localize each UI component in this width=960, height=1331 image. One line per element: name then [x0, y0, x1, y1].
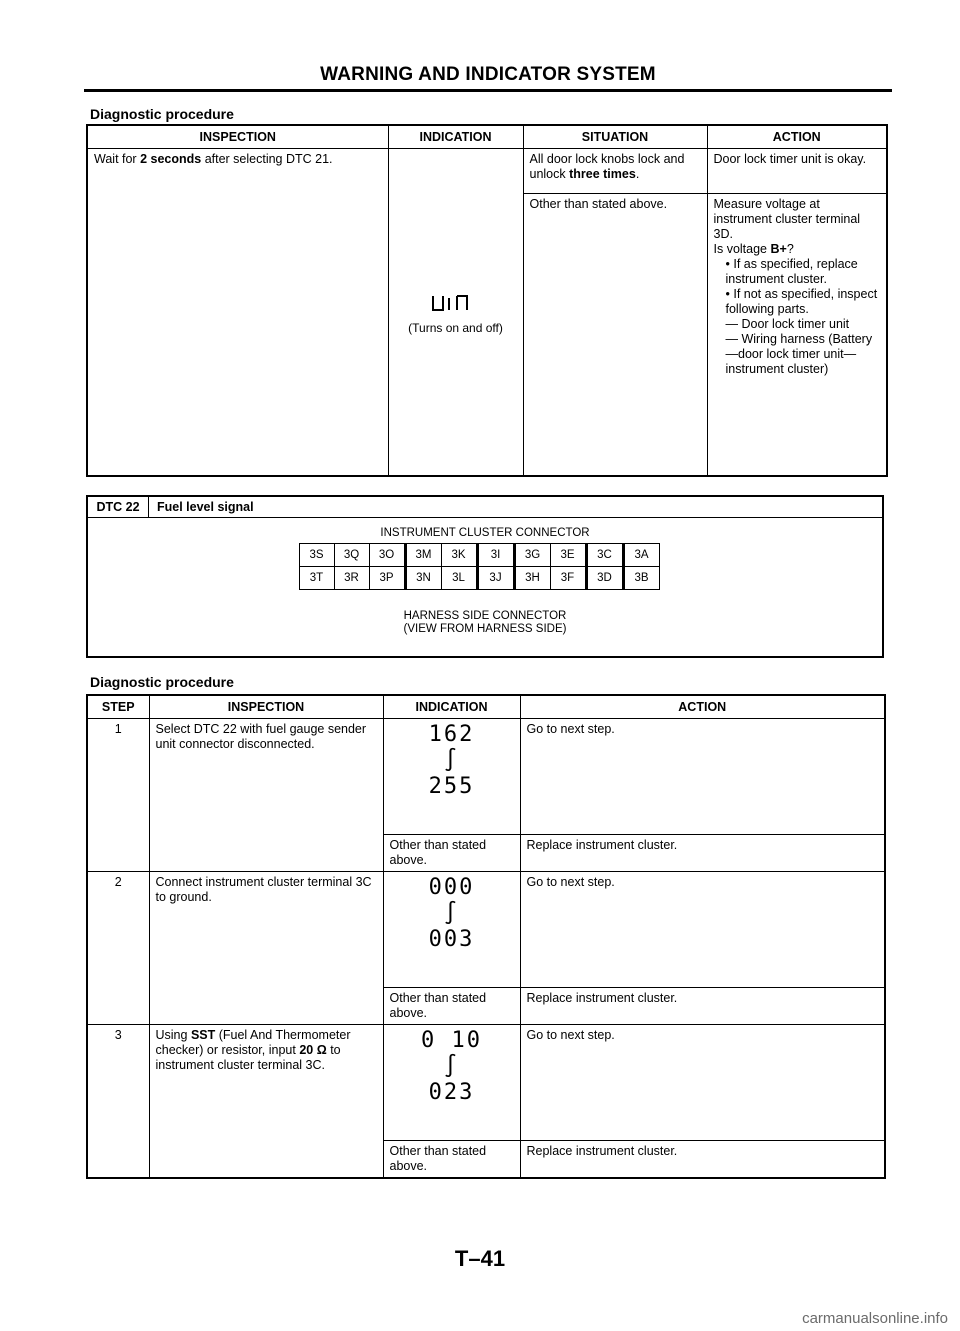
lcd-bottom: 023: [428, 1080, 475, 1105]
dtc-code: DTC 22: [88, 497, 149, 517]
step-indication: [383, 1025, 520, 1141]
action1-cell: Door lock timer unit is okay.: [707, 149, 887, 194]
inspection-cell: Wait for 2 seconds after selecting DTC 21.: [87, 149, 388, 477]
connector-caption: HARNESS SIDE CONNECTOR: [403, 610, 567, 622]
col-inspection: INSPECTION: [149, 695, 383, 719]
situation1-cell: All door lock knobs lock and unlock three times.: [523, 149, 707, 194]
pin: 3P: [369, 567, 405, 590]
pin: 3K: [441, 544, 477, 567]
situation2-cell: Other than stated above.: [523, 194, 707, 477]
pin: 3G: [514, 544, 550, 567]
lcd-bottom: 003: [428, 927, 475, 952]
pin: 3A: [623, 544, 659, 567]
step-action-ng: Replace instrument cluster.: [520, 988, 885, 1025]
pin: 3H: [514, 567, 550, 590]
step-number: 2: [87, 872, 149, 1025]
step-number: 1: [87, 719, 149, 872]
lcd-range: ∫: [443, 901, 460, 926]
lcd-top: 000: [428, 875, 475, 900]
indication-note: (Turns on and off): [408, 321, 503, 335]
connector-caption-sub: (VIEW FROM HARNESS SIDE): [403, 623, 567, 635]
pin: 3C: [586, 544, 623, 567]
section2-title: Diagnostic procedure: [90, 674, 234, 690]
col-step: STEP: [87, 695, 149, 719]
col-indication: INDICATION: [383, 695, 520, 719]
step-action-ng: Replace instrument cluster.: [520, 835, 885, 872]
step-inspection: Using SST (Fuel And Thermometer checker) or resistor, input 20 Ω to instrument cluster terminal 3C.: [149, 1025, 383, 1179]
section2-table: [86, 694, 886, 1179]
header-rule: [84, 89, 892, 92]
lcd-bottom: 255: [428, 774, 475, 799]
step-action-ok: Go to next step.: [520, 1025, 885, 1141]
step-other: Other than stated above.: [383, 1141, 520, 1179]
page-header: WARNING AND INDICATOR SYSTEM: [320, 64, 656, 85]
action2-cell: Measure voltage at instrument cluster terminal 3D. Is voltage B+? • If as specified, replace instrument cluster. • If not as specified, inspect following parts. — Door lock timer unit — Wiring harness (Battery—door lock timer unit—instrument cluster): [707, 194, 887, 477]
dtc22-box: [86, 495, 884, 658]
action-bullet: • If as specified, replace instrument cluster.: [726, 257, 881, 287]
pin: 3I: [477, 544, 514, 567]
section1-title: Diagnostic procedure: [90, 106, 234, 122]
pin: 3J: [477, 567, 514, 590]
pin: 3M: [405, 544, 441, 567]
action-bullet: • If not as specified, inspect following parts.: [726, 287, 881, 317]
pin: 3R: [334, 567, 369, 590]
pin: 3T: [299, 567, 334, 590]
pin: 3O: [369, 544, 405, 567]
step-number: 3: [87, 1025, 149, 1179]
col-action: ACTION: [520, 695, 885, 719]
step-inspection: Select DTC 22 with fuel gauge sender unit connector disconnected.: [149, 719, 383, 872]
pin: 3S: [299, 544, 334, 567]
step-action-ng: Replace instrument cluster.: [520, 1141, 885, 1179]
pin: 3F: [550, 567, 586, 590]
indication-cell: [388, 149, 523, 477]
pin: 3E: [550, 544, 586, 567]
step-indication: [383, 872, 520, 988]
lcd-top: 162: [428, 722, 475, 747]
section1-table: [86, 124, 888, 477]
pin: 3Q: [334, 544, 369, 567]
pin: 3B: [623, 567, 659, 590]
lcd-display: [395, 292, 517, 321]
col-inspection: INSPECTION: [87, 125, 388, 149]
step-other: Other than stated above.: [383, 835, 520, 872]
col-situation: SITUATION: [523, 125, 707, 149]
page-number: T–41: [454, 1246, 506, 1271]
connector-title: INSTRUMENT CLUSTER CONNECTOR: [380, 527, 590, 539]
dtc-name: Fuel level signal: [157, 500, 254, 514]
step-inspection: Connect instrument cluster terminal 3C to ground.: [149, 872, 383, 1025]
watermark: carmanualsonline.info: [802, 1310, 948, 1327]
col-indication: INDICATION: [388, 125, 523, 149]
pin: 3D: [586, 567, 623, 590]
lcd-range: ∫: [443, 748, 460, 773]
lcd-top: 0 10: [421, 1028, 482, 1053]
pin: 3L: [441, 567, 477, 590]
part-item: — Wiring harness (Battery—door lock timer unit—instrument cluster): [725, 332, 873, 376]
step-action-ok: Go to next step.: [520, 719, 885, 835]
pin: 3N: [405, 567, 441, 590]
connector-diagram: [299, 543, 660, 590]
lcd-range: ∫: [443, 1054, 460, 1079]
step-action-ok: Go to next step.: [520, 872, 885, 988]
step-other: Other than stated above.: [383, 988, 520, 1025]
step-indication: [383, 719, 520, 835]
col-action: ACTION: [707, 125, 887, 149]
lcd-segment-icon: [421, 292, 491, 314]
part-item: — Door lock timer unit: [725, 317, 850, 331]
